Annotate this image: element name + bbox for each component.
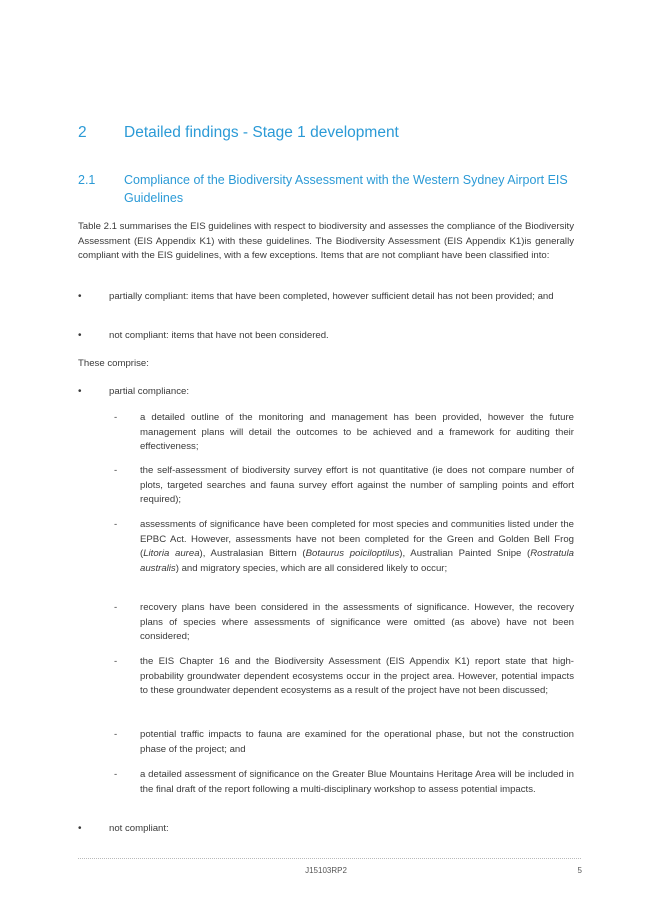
- footer-divider: [78, 858, 581, 859]
- dash-icon: -: [114, 769, 118, 780]
- section-number: 2: [78, 124, 87, 141]
- these-comprise-text: These comprise:: [78, 358, 149, 369]
- list-item-text: partial compliance:: [109, 386, 189, 397]
- subsection-number: 2.1: [78, 173, 96, 187]
- subsection-title: Compliance of the Biodiversity Assessment with the Western Sydney Airport EIS Guidelines: [124, 173, 568, 205]
- list-item-text: not compliant: items that have not been considered.: [109, 330, 329, 341]
- sub-list-item-text: a detailed assessment of significance on the Greater Blue Mountains Heritage Area will be included in the final draft of the report following a multi-disciplinary workshop to assess potential impacts.: [140, 769, 574, 795]
- list-item-text: not compliant:: [109, 823, 169, 834]
- sub-list-item-text: the EIS Chapter 16 and the Biodiversity Assessment (EIS Appendix K1) report state that high-probability groundwater dependent ecosystems occur in the project area. However, potential impacts to these groundwater dependent ecosystems as a result of the project have not been discussed;: [140, 656, 574, 696]
- dash-icon: -: [114, 519, 118, 530]
- sub-list-item-text: [140, 518, 574, 576]
- text-run: assessments of significance have been completed for most species and communities listed under the EPBC Act. However, assessments have not been completed for the Green and Golden Bell Frog (: [140, 519, 574, 559]
- dash-icon: -: [114, 656, 118, 667]
- list-item-text: partially compliant: items that have been completed, however sufficient detail has not been provided; and: [109, 291, 554, 302]
- dash-icon: -: [114, 412, 118, 423]
- section-title: Detailed findings - Stage 1 development: [124, 124, 399, 141]
- species-name: Rostratula australis: [140, 548, 574, 574]
- bullet-icon: •: [78, 386, 82, 397]
- text-run: ) and migratory species, which are all considered likely to occur;: [175, 562, 448, 574]
- dash-icon: -: [114, 729, 118, 740]
- page-number: 5: [577, 866, 582, 875]
- bullet-icon: •: [78, 330, 82, 341]
- text-run: ), Australasian Bittern (: [199, 548, 306, 559]
- species-name: Botaurus poiciloptilus: [305, 548, 400, 559]
- sub-list-item-text: the self-assessment of biodiversity survey effort is not quantitative (ie does not compare number of plots, targeted searches and fauna survey effort against the number of sampling points and effort required);: [140, 465, 574, 505]
- bullet-icon: •: [78, 291, 82, 302]
- sub-list-item-text: a detailed outline of the monitoring and management has been provided, however the future management plans will detail the outcomes to be achieved and a framework for auditing their effectiveness;: [140, 412, 574, 452]
- bullet-icon: •: [78, 823, 82, 834]
- sub-list-item-text: recovery plans have been considered in the assessments of significance. However, the recovery plans of species where assessments of significance were omitted (as above) have not been considered;: [140, 602, 574, 642]
- intro-paragraph: Table 2.1 summarises the EIS guidelines with respect to biodiversity and assesses the compliance of the Biodiversity Assessment (EIS Appendix K1) with these guidelines. The Biodiversity Assessment (EIS Appendix K1)is generally compliant with the EIS guidelines, with a few exceptions. Items that are not compliant have been classified into:: [78, 221, 574, 261]
- dash-icon: -: [114, 602, 118, 613]
- sub-list-item-text: potential traffic impacts to fauna are examined for the operational phase, but not the construction phase of the project; and: [140, 729, 574, 755]
- dash-icon: -: [114, 465, 118, 476]
- text-run: ), Australian Painted Snipe (: [399, 548, 531, 559]
- footer-document-id: J15103RP2: [305, 866, 347, 875]
- species-name: Litoria aurea: [143, 548, 200, 559]
